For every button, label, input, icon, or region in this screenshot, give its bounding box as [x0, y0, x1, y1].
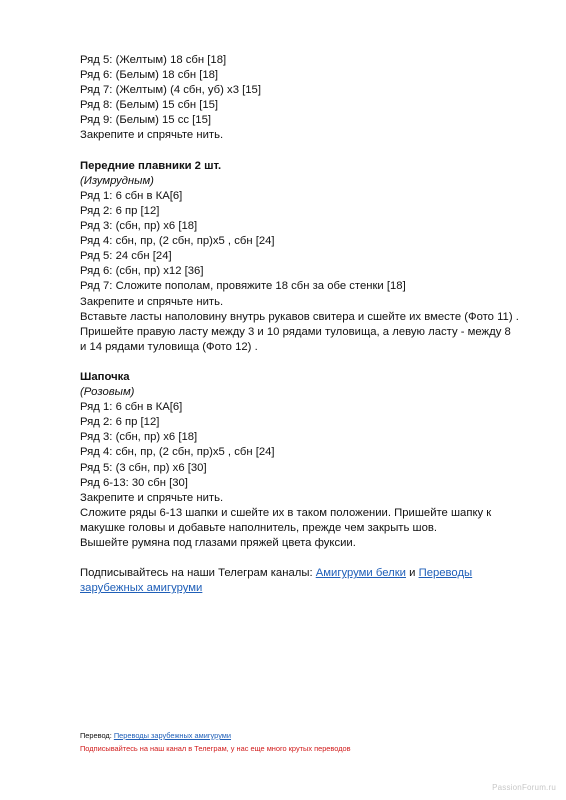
pattern-row: Ряд 1: 6 сбн в КА[6]	[80, 401, 183, 414]
document-body	[80, 53, 520, 596]
fasten-note: Закрепите и спрячьте нить.	[80, 295, 224, 308]
translation-label: Перевод:	[80, 731, 114, 740]
pattern-row: Ряд 8: (Белым) 15 сбн [15]	[80, 99, 219, 112]
spacer	[80, 551, 520, 566]
subscribe-text: Подписывайтесь на наши Телеграм каналы:	[80, 567, 316, 580]
instruction-paragraph: Пришейте правую ласту между 3 и 10 рядами туловища, а левую ласту - между 8 и 14 рядами туловища (Фото 12) .	[80, 325, 511, 353]
section-title-hat: Шапочка	[80, 370, 130, 383]
translation-credit	[80, 729, 540, 742]
pattern-row: Ряд 6: (сбн, пр) х12 [36]	[80, 265, 204, 278]
pattern-row: Ряд 5: 24 сбн [24]	[80, 250, 172, 263]
instruction-paragraph: Вставьте ласты наполовину внутрь рукавов свитера и сшейте их вместе (Фото 11) .	[80, 310, 519, 323]
pattern-row: Ряд 5: (Желтым) 18 сбн [18]	[80, 54, 227, 66]
footer	[80, 729, 540, 755]
subscribe-paragraph	[80, 566, 520, 596]
pattern-row: Ряд 7: Сложите пополам, провяжите 18 сбн за обе стенки [18]	[80, 280, 406, 293]
yarn-color: (Розовым)	[80, 386, 135, 399]
channel-link-foreign-amigurumi[interactable]: Переводы зарубежных амигуруми	[80, 567, 473, 595]
spacer	[80, 355, 520, 370]
yarn-color: (Изумрудным)	[80, 174, 154, 187]
pattern-row: Ряд 2: 6 пр [12]	[80, 204, 160, 217]
pattern-row: Ряд 3: (сбн, пр) х6 [18]	[80, 431, 198, 444]
translation-link[interactable]: Переводы зарубежных амигуруми	[113, 731, 232, 740]
watermark: PassionForum.ru	[492, 783, 556, 792]
pattern-row: Ряд 1: 6 сбн в КА[6]	[80, 189, 183, 202]
instruction-paragraph: Вышейте румяна под глазами пряжей цвета фуксии.	[80, 537, 356, 549]
pattern-row: Ряд 3: (сбн, пр) х6 [18]	[80, 220, 198, 233]
section-title-flippers: Передние плавники 2 шт.	[80, 159, 222, 172]
channel-link-amigurumi-squirrels[interactable]: Амигуруми белки	[315, 567, 406, 580]
fasten-note: Закрепите и спрячьте нить.	[80, 129, 224, 142]
footer-note: Подписывайтесь на наш канал в Телеграм, у нас еще много крутых переводов	[80, 744, 351, 753]
instruction-paragraph: Сложите ряды 6-13 шапки и сшейте их в таком положении. Пришейте шапку к макушке головы и добавьте наполнитель, прежде чем закрыть шов.	[80, 506, 492, 534]
pattern-row: Ряд 2: 6 пр [12]	[80, 416, 160, 429]
pattern-row: Ряд 4: сбн, пр, (2 сбн, пр)х5 , сбн [24]	[80, 235, 275, 248]
pattern-row: Ряд 7: (Желтым) (4 сбн, уб) х3 [15]	[80, 84, 261, 97]
pattern-row: Ряд 6: (Белым) 18 сбн [18]	[80, 69, 219, 82]
spacer	[80, 144, 520, 159]
fasten-note: Закрепите и спрячьте нить.	[80, 491, 224, 504]
pattern-row: Ряд 6-13: 30 сбн [30]	[80, 476, 188, 489]
subscribe-and: и	[405, 567, 419, 580]
pattern-row: Ряд 5: (3 сбн, пр) х6 [30]	[80, 461, 207, 474]
pattern-row: Ряд 4: сбн, пр, (2 сбн, пр)х5 , сбн [24]	[80, 446, 275, 459]
pattern-row: Ряд 9: (Белым) 15 сс [15]	[80, 114, 212, 127]
